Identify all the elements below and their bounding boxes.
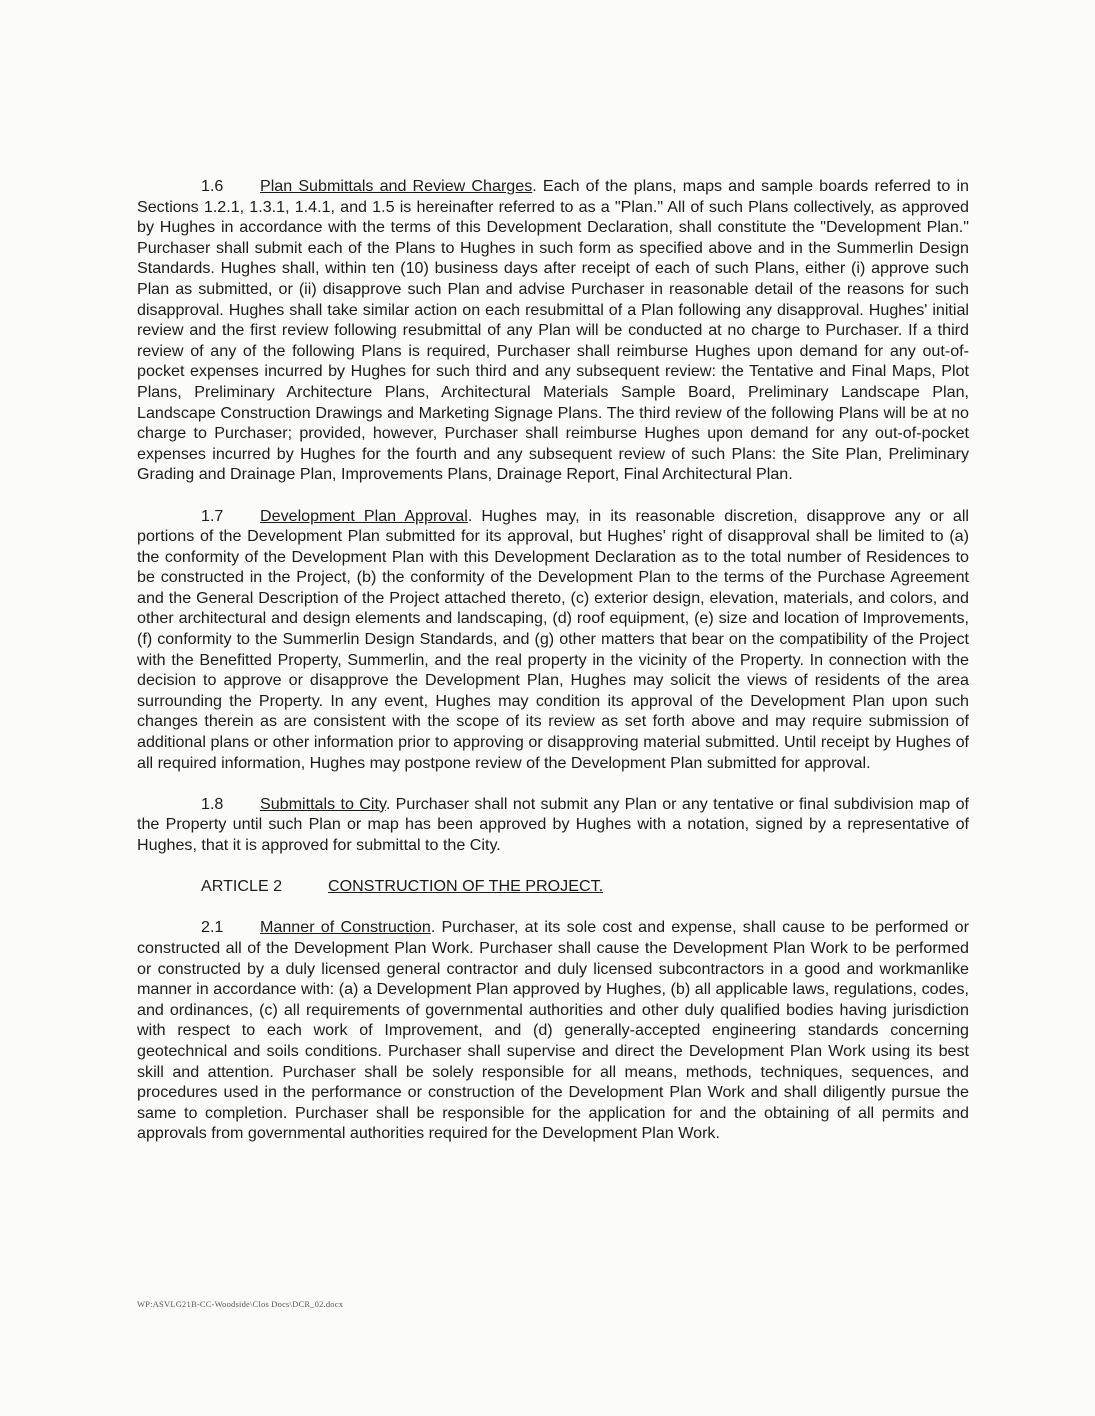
section-heading: Manner of Construction bbox=[260, 918, 431, 937]
section-number: 1.6 bbox=[201, 177, 224, 195]
section-2-1 bbox=[137, 917, 969, 1144]
section-heading: Development Plan Approval bbox=[260, 506, 468, 525]
section-heading: Plan Submittals and Review Charges bbox=[260, 177, 533, 195]
document-body bbox=[137, 176, 969, 1165]
section-1-7 bbox=[137, 506, 969, 774]
section-text: . Hughes may, in its reasonable discretion, disapprove any or all portions of the Development Plan submitted for its approval, but Hughes' right of disapproval shall be limited to (a) the conformity of the Development Plan with this Development Declaration as to the total number of Residences to be constructed in the Project, (b) the conformity of the Development Plan to the terms of the Purchase Agreement and the General Description of the Project attached thereto, (c) exterior design, elevation, materials, and colors, and other architectural and design elements and landscaping, (d) roof equipment, (e) size and location of Improvements, (f) conformity to the Summerlin Design Standards, and (g) other matters that bear on the compatibility of the Project with the Benefitted Property, Summerlin, and the real property in the vicinity of the Property. In connection with the decision to approve or disapprove the Development Plan, Hughes may solicit the views of residents of the area surrounding the Property. In any event, Hughes may condition its approval of the Development Plan upon such changes therein as are consistent with the scope of its review as set forth above and may require submission of additional plans or other information prior to approving or disapproving material submitted. Until receipt by Hughes of all required information, Hughes may postpone review of the Development Plan submitted for approval. bbox=[137, 506, 969, 772]
article-title: CONSTRUCTION OF THE PROJECT. bbox=[328, 877, 604, 896]
document-footer-path: WP:ASVLG21B-CC-Woodside\Clos Docs\DCR_02.docx bbox=[137, 1299, 344, 1309]
section-1-6 bbox=[137, 176, 969, 485]
section-number: 1.8 bbox=[201, 794, 224, 813]
section-text: . Purchaser shall not submit any Plan or any tentative or final subdivision map of the Property until such Plan or map has been approved by Hughes with a notation, signed by a representative of Hughes, that it is approved for submittal to the City. bbox=[137, 794, 969, 854]
section-1-8 bbox=[137, 794, 969, 856]
section-number: 1.7 bbox=[201, 506, 224, 525]
section-text: . Purchaser, at its sole cost and expense, shall cause to be performed or constructed all of the Development Plan Work. Purchaser shall cause the Development Plan Work to be performed or constructed by a duly licensed general contractor and duly licensed subcontractors in a good and workmanlike manner in accordance with: (a) a Development Plan approved by Hughes, (b) all applicable laws, regulations, codes, and ordinances, (c) all requirements of governmental authorities and other duly qualified bodies having jurisdiction with respect to each work of Improvement, and (d) generally-accepted engineering standards concerning geotechnical and soils conditions. Purchaser shall supervise and direct the Development Plan Work using its best skill and attention. Purchaser shall be solely responsible for all means, methods, techniques, sequences, and procedures used in the performance or construction of the Development Plan Work and shall diligently pursue the same to completion. Purchaser shall be responsible for the application for and the obtaining of all permits and approvals from governmental authorities required for the Development Plan Work. bbox=[137, 918, 969, 1143]
section-number: 2.1 bbox=[201, 918, 224, 937]
section-text: . Each of the plans, maps and sample boards referred to in Sections 1.2.1, 1.3.1, 1.4.1, and 1.5 is hereinafter referred to as a "Plan." All of such Plans collectively, as approved by Hughes in accordance with the terms of this Development Declaration, shall constitute the "Development Plan." Purchaser shall submit each of the Plans to Hughes in such form as specified above and in the Summerlin Design Standards. Hughes shall, within ten (10) business days after receipt of each of such Plans, either (i) approve such Plan as submitted, or (ii) disapprove such Plan and advise Purchaser in reasonable detail of the reasons for such disapproval. Hughes shall take similar action on each resubmittal of a Plan following any disapproval. Hughes' initial review and the first review following resubmittal of any Plan will be conducted at no charge to Purchaser. If a third review of any of the following Plans is required, Purchaser shall reimburse Hughes upon demand for any out-of-pocket expenses incurred by Hughes for such third and any subsequent review: the Tentative and Final Maps, Plot Plans, Preliminary Architecture Plans, Architectural Materials Sample Board, Preliminary Landscape Plan, Landscape Construction Drawings and Marketing Signage Plans. The third review of the following Plans will be at no charge to Purchaser; provided, however, Purchaser shall reimburse Hughes upon demand for any out-of-pocket expenses incurred by Hughes for the fourth and any subsequent review of such Plans: the Site Plan, Preliminary Grading and Drainage Plan, Improvements Plans, Drainage Report, Final Architectural Plan. bbox=[137, 177, 969, 484]
section-heading: Submittals to City bbox=[260, 794, 386, 813]
article-2-heading bbox=[137, 876, 969, 897]
article-number: ARTICLE 2 bbox=[201, 877, 283, 896]
